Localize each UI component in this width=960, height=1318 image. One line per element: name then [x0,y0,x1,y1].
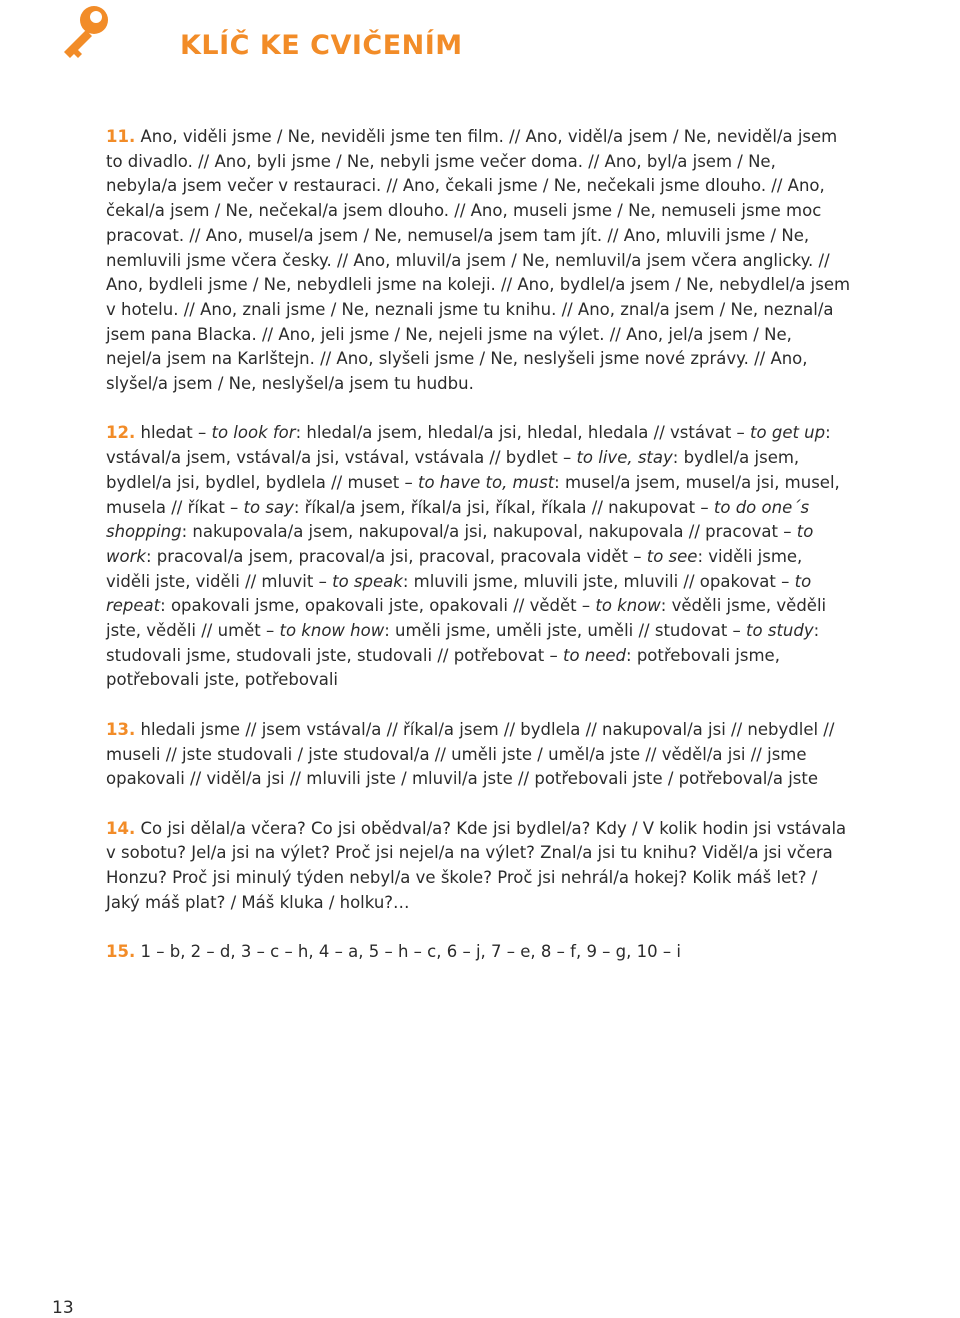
page-title: KLÍČ KE CVIČENÍM [180,30,463,61]
answer-text: : říkal/a jsem, říkal/a jsi, říkal, říkala // nakupovat – [293,497,714,517]
answer-text: : uměli jsme, uměli jste, uměli // studovat – [384,621,747,641]
answer-text: : věděli jsme, věděli jste, věděli // umět – [106,596,827,641]
exercise-14 [106,817,851,916]
answer-text: 1 – b, 2 – d, 3 – c – h, 4 – a, 5 – h – c, 6 – j, 7 – e, 8 – f, 9 – g, 10 – i [140,942,681,962]
english-gloss: to look for [211,423,296,443]
english-gloss: to know [595,596,661,616]
answer-text: hledat – [140,423,212,443]
answer-text: : nakupovala/a jsem, nakupoval/a jsi, nakupoval, nakupovala // pracovat – [181,522,797,542]
english-gloss: to work [106,522,814,566]
answer-text: : vstával/a jsem, vstával/a jsi, vstával, vstávala // bydlet – [106,423,831,468]
english-gloss: to say [243,497,294,517]
english-gloss: to study [746,621,814,641]
exercise-11 [106,125,851,397]
key-icon [50,0,116,66]
english-gloss: to live, stay [576,448,673,468]
answer-text: : musel/a jsem, musel/a jsi, musel, musela // říkat – [106,472,840,517]
exercise-number: 15. [106,942,136,962]
answer-text: : opakovali jsme, opakovali jste, opakovali // vědět – [160,596,596,616]
exercise-number: 13. [106,719,136,739]
english-gloss: to need [562,645,627,665]
exercise-number: 12. [106,423,136,443]
answer-text: : viděli jsme, viděli jste, viděli // mluvit – [106,546,803,591]
english-gloss: to do one´s shopping [106,497,810,542]
answer-text: : bydlel/a jsem, bydlel/a jsi, bydlel, bydlela // muset – [106,448,800,492]
english-gloss: to speak [332,571,403,591]
answer-text: hledali jsme // jsem vstával/a // říkal/a jsem // bydlela // nakupoval/a jsi // nebydlel // museli // jste studovali / jste studoval/a // uměli jste / uměl/a jste // věděl/a jsi // jsme opakovali // viděl/a jsi // mluvili jste / mluvil/a jste // potřebovali jste / potřeboval/a jste [106,719,835,789]
answer-text: : studovali jsme, studovali jste, studovali // potřebovat – [106,621,820,665]
exercise-number: 14. [106,818,136,838]
english-gloss: to have to, must [417,472,555,492]
exercise-13 [106,718,851,792]
exercise-12 [106,421,851,693]
answer-key-content [106,125,851,990]
answer-text: : hledal/a jsem, hledal/a jsi, hledal, hledala // vstávat – [295,423,751,443]
answer-text: : mluvili jsme, mluvili jste, mluvili // opakovat – [402,571,795,591]
answer-text: : pracoval/a jsem, pracoval/a jsi, pracoval, pracovala vidět – [145,546,647,566]
exercise-number: 11. [106,127,136,146]
exercise-15 [106,940,851,965]
english-gloss: to get up [750,423,826,443]
english-gloss: to know how [279,621,385,641]
answer-text: : potřebovali jsme, potřebovali jste, potřebovali [106,645,780,690]
english-gloss: to see [646,546,698,566]
answer-text: Ano, viděli jsme / Ne, neviděli jsme ten film. // Ano, viděl/a jsem / Ne, neviděl/a jsem to divadlo. // Ano, byli jsme / Ne, nebyli jsme večer doma. // Ano, byl/a jsem / Ne, nebyla/a jsem večer v restauraci. // Ano, čekali jsme / Ne, nečekali jsme dlouho. // Ano, čekal/a jsem / Ne, nečekal/a jsem dlouho. // Ano, museli jsme / Ne, nemuseli jsme moc pracovat. // Ano, musel/a jsem / Ne, nemusel/a jsem tam jít. // Ano, mluvili jsme / Ne, nemluvili jsme včera česky. // Ano, mluvil/a jsem / Ne, nemluvil/a jsem včera anglicky. // Ano, bydleli jsme / Ne, nebydleli jsme na koleji. // Ano, bydlel/a jsem / Ne, nebydlel/a jsem v hotelu. // Ano, znali jsme / Ne, neznali jsme tu knihu. // Ano, znal/a jsem / Ne, neznal/a jsem pana Blacka. // Ano, jeli jsme / Ne, nejeli jsme na výlet. // Ano, jel/a jsem / Ne, nejel/a jsem na Karlštejn. // Ano, slyšeli jsme / Ne, neslyšeli jsme nové zprávy. // Ano, slyšel/a jsem / Ne, neslyšel/a jsem tu hudbu. [106,127,851,394]
answer-text: Co jsi dělal/a včera? Co jsi obědval/a? Kde jsi bydlel/a? Kdy / V kolik hodin jsi vstávala v sobotu? Jel/a jsi na výlet? Proč jsi nejel/a na výlet? Znal/a jsi tu knihu? Viděl/a jsi včera Honzu? Proč jsi minulý týden nebyl/a ve škole? Proč jsi nehrál/a hokej? Kolik máš let? / Jaký máš plat? / Máš kluka / holku?… [106,818,847,912]
page-number: 13 [52,1298,74,1318]
english-gloss: to repeat [106,571,812,616]
